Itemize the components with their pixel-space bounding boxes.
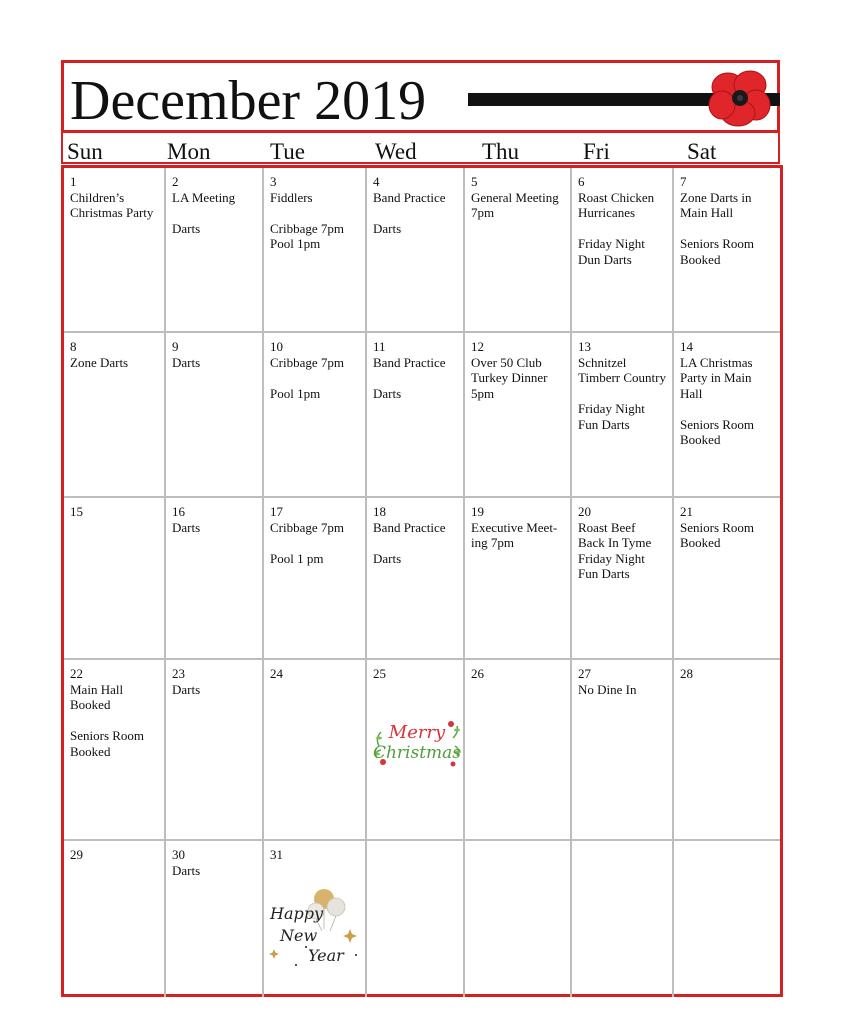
day-cell: [572, 498, 674, 660]
day-cell: [367, 333, 465, 498]
day-number: 7: [680, 174, 687, 189]
happy-new-year-graphic: [266, 885, 366, 973]
svg-text:Happy: Happy: [270, 904, 324, 923]
day-cell: [166, 660, 264, 841]
day-number: 6: [578, 174, 585, 189]
weekday-sat: Sat: [687, 139, 717, 164]
event-text: Pool 1pm: [270, 385, 321, 401]
day-cell: [674, 168, 780, 333]
day-number: 17: [270, 504, 283, 519]
event-text: Dun Darts: [578, 251, 632, 267]
page-title: December 2019: [70, 70, 427, 132]
event-text: Fun Darts: [578, 416, 630, 432]
event-text: Cribbage 7pm: [270, 220, 345, 236]
event-text: Hall: [680, 385, 703, 401]
event-text: Christmas Party: [70, 205, 154, 220]
event-text: Friday Night: [578, 401, 645, 416]
event-text: Band Practice: [373, 519, 446, 535]
day-number: 11: [373, 339, 386, 354]
event-text: ing 7pm: [471, 535, 514, 550]
line-spacer: [680, 221, 780, 237]
event-text: Executive Meet-: [471, 519, 558, 535]
event-text: General Meeting: [471, 189, 559, 205]
event-text: Turkey Dinner: [471, 370, 548, 385]
day-number: 28: [680, 666, 693, 681]
day-cell: [465, 841, 572, 997]
event-text: Darts: [373, 385, 402, 401]
day-number: 8: [70, 339, 77, 354]
day-number: 24: [270, 666, 283, 681]
line-spacer: [680, 401, 780, 417]
weekday-tue: Tue: [270, 139, 305, 164]
event-text: Back In Tyme: [578, 535, 652, 550]
weekday-thu: Thu: [482, 139, 520, 164]
day-cell: [674, 333, 780, 498]
event-text: Darts: [172, 220, 201, 236]
day-number: 1: [70, 174, 77, 189]
event-text: Darts: [373, 220, 402, 236]
event-text: Hurricanes: [578, 205, 636, 220]
event-text: Pool 1 pm: [270, 550, 324, 566]
line-spacer: [70, 713, 164, 729]
line-spacer: [578, 386, 672, 402]
line-spacer: [373, 205, 463, 221]
calendar-header: [61, 60, 780, 133]
event-text: Roast Chicken: [578, 189, 655, 205]
day-cell: [166, 333, 264, 498]
day-cell: [264, 841, 367, 997]
merry-christmas-graphic: [373, 716, 461, 772]
day-number: 2: [172, 174, 179, 189]
event-text: Darts: [172, 681, 201, 697]
weekday-mon: Mon: [167, 139, 211, 164]
day-cell: [465, 498, 572, 660]
day-number: 14: [680, 339, 693, 354]
day-cell: [64, 498, 166, 660]
day-number: 27: [578, 666, 591, 681]
event-text: 7pm: [471, 205, 495, 220]
event-text: Party in Main: [680, 370, 752, 385]
day-cell: [572, 660, 674, 841]
poppy-flower-icon: [708, 67, 772, 129]
day-cell: [367, 660, 465, 841]
day-number: 13: [578, 339, 591, 354]
line-spacer: [373, 535, 463, 551]
line-spacer: [270, 535, 365, 551]
event-text: No Dine In: [578, 681, 637, 697]
day-cell: [465, 660, 572, 841]
day-cell: [64, 168, 166, 333]
day-cell: [572, 841, 674, 997]
day-cell: [64, 333, 166, 498]
svg-text:Year: Year: [308, 946, 344, 965]
merry-christmas-lettering: Merry: [388, 722, 446, 743]
line-spacer: [373, 370, 463, 386]
day-number: 16: [172, 504, 185, 519]
day-number: 26: [471, 666, 484, 681]
event-text: Fiddlers: [270, 189, 313, 205]
event-text: Band Practice: [373, 354, 446, 370]
day-number: 30: [172, 847, 185, 862]
event-text: Fun Darts: [578, 566, 630, 581]
event-text: Band Practice: [373, 189, 446, 205]
event-text: Main Hall: [70, 681, 124, 697]
day-cell: [674, 841, 780, 997]
day-cell: [465, 333, 572, 498]
event-text: Darts: [172, 519, 201, 535]
event-text: Booked: [70, 697, 111, 712]
event-text: Cribbage 7pm: [270, 519, 345, 535]
event-text: LA Christmas: [680, 354, 753, 370]
day-cell: [264, 498, 367, 660]
day-number: 23: [172, 666, 185, 681]
event-text: Booked: [680, 535, 721, 550]
weekday-sun: Sun: [67, 139, 103, 164]
day-number: 12: [471, 339, 484, 354]
event-text: Seniors Room: [70, 728, 145, 743]
day-number: 22: [70, 666, 83, 681]
day-cell: [674, 660, 780, 841]
event-text: Cribbage 7pm: [270, 354, 345, 370]
day-number: 25: [373, 666, 386, 681]
event-text: Pool 1pm: [270, 236, 321, 251]
event-text: Main Hall: [680, 205, 734, 220]
line-spacer: [270, 205, 365, 221]
event-text: 5pm: [471, 385, 495, 401]
event-text: Schnitzel: [578, 354, 627, 370]
weekday-wed: Wed: [375, 139, 417, 164]
day-cell: [166, 841, 264, 997]
event-text: Friday Night: [578, 550, 645, 566]
day-cell: [64, 841, 166, 997]
event-text: Timberr Country: [578, 370, 666, 385]
day-cell: [264, 660, 367, 841]
day-cell: [674, 498, 780, 660]
day-cell: [572, 168, 674, 333]
event-text: Seniors Room: [680, 416, 755, 432]
day-number: 5: [471, 174, 478, 189]
svg-text:New: New: [280, 926, 318, 945]
event-text: Seniors Room: [680, 236, 755, 251]
day-number: 29: [70, 847, 83, 862]
day-number: 20: [578, 504, 591, 519]
day-number: 4: [373, 174, 380, 189]
day-cell: [166, 498, 264, 660]
event-text: Over 50 Club: [471, 354, 542, 370]
day-number: 19: [471, 504, 484, 519]
day-cell: [367, 498, 465, 660]
line-spacer: [172, 205, 262, 221]
day-number: 15: [70, 504, 83, 519]
svg-text:Christmas: Christmas: [373, 743, 461, 763]
day-cell: [465, 168, 572, 333]
line-spacer: [578, 221, 672, 237]
event-text: Roast Beef: [578, 519, 636, 535]
event-text: Darts: [172, 862, 201, 878]
day-number: 9: [172, 339, 179, 354]
day-cell: [64, 660, 166, 841]
weekday-fri: Fri: [583, 139, 610, 164]
day-cell: [572, 333, 674, 498]
event-text: Darts: [373, 550, 402, 566]
day-cell: [367, 168, 465, 333]
day-cell: [264, 333, 367, 498]
day-cell: [166, 168, 264, 333]
day-cell: [367, 841, 465, 997]
event-text: Zone Darts in: [680, 189, 752, 205]
weekday-header-row: [61, 133, 780, 164]
event-text: Children’s: [70, 189, 125, 205]
event-text: Friday Night: [578, 236, 645, 251]
event-text: Darts: [172, 354, 201, 370]
event-text: Booked: [70, 743, 111, 759]
event-text: Booked: [680, 432, 721, 447]
event-text: LA Meeting: [172, 189, 236, 205]
line-spacer: [270, 370, 365, 386]
event-text: Zone Darts: [70, 354, 129, 370]
calendar-grid: [61, 165, 783, 997]
day-number: 18: [373, 504, 386, 519]
day-cell: [264, 168, 367, 333]
day-number: 21: [680, 504, 693, 519]
day-number: 10: [270, 339, 283, 354]
day-number: 31: [270, 847, 283, 862]
event-text: Booked: [680, 251, 721, 267]
day-number: 3: [270, 174, 277, 189]
event-text: Seniors Room: [680, 519, 755, 535]
